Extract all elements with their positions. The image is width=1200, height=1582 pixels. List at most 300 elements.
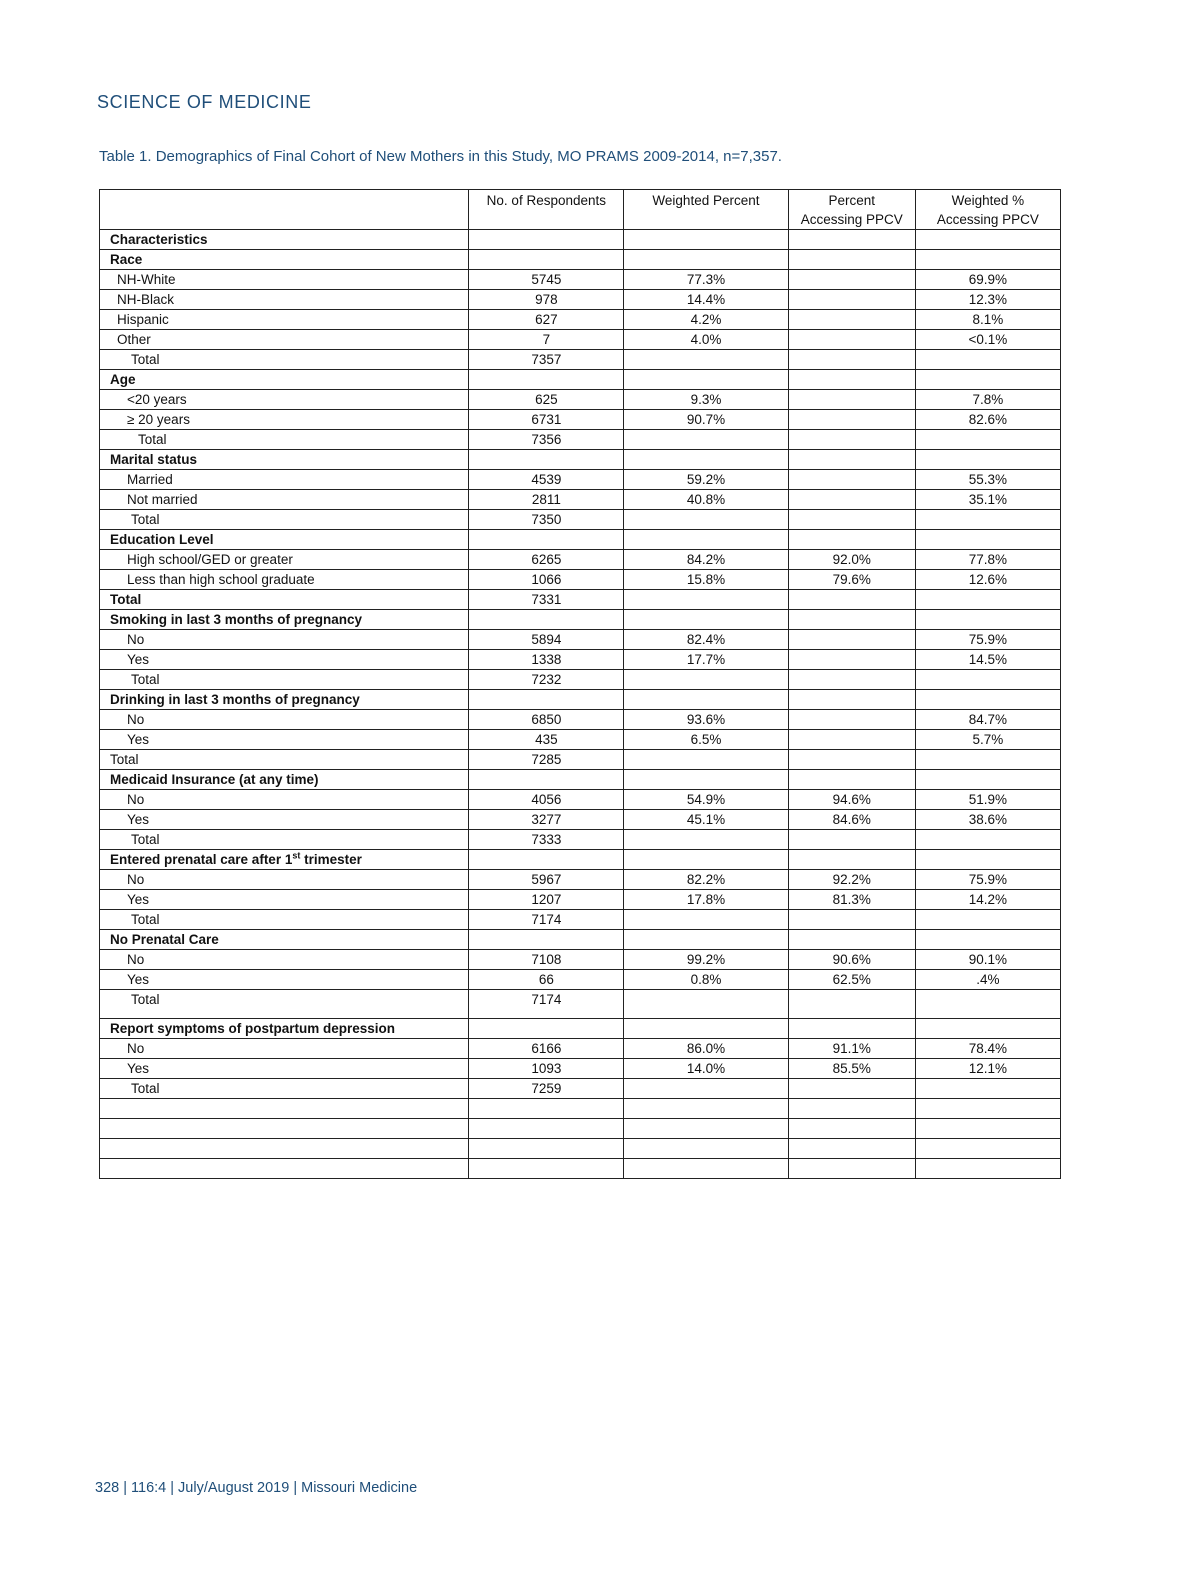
cell-percent-accessing [788, 1119, 915, 1139]
row-label: ≥ 20 years [100, 410, 469, 430]
cell-weighted-percent: 59.2% [624, 470, 788, 490]
table-row [100, 750, 1061, 770]
table-row [100, 250, 1061, 270]
cell-percent-accessing [788, 770, 915, 790]
cell-weighted-percent [624, 370, 788, 390]
cell-weighted-percent [624, 670, 788, 690]
row-label: No Prenatal Care [100, 930, 469, 950]
cell-respondents: 1207 [469, 890, 624, 910]
cell-respondents: 1093 [469, 1059, 624, 1079]
cell-weighted-accessing: 12.1% [915, 1059, 1060, 1079]
cell-weighted-accessing: 90.1% [915, 950, 1060, 970]
column-header-weighted-accessing [915, 190, 1060, 230]
cell-weighted-accessing: 51.9% [915, 790, 1060, 810]
cell-weighted-accessing: 14.5% [915, 650, 1060, 670]
table-row [100, 1159, 1061, 1179]
cell-respondents: 7285 [469, 750, 624, 770]
cell-weighted-percent [624, 510, 788, 530]
cell-weighted-percent: 82.2% [624, 870, 788, 890]
row-label: Total [100, 830, 469, 850]
cell-percent-accessing [788, 370, 915, 390]
cell-weighted-accessing: 12.6% [915, 570, 1060, 590]
row-label [100, 850, 469, 870]
table-row [100, 730, 1061, 750]
cell-weighted-accessing [915, 770, 1060, 790]
cell-weighted-accessing [915, 450, 1060, 470]
cell-percent-accessing [788, 1159, 915, 1179]
row-label-text-suffix: trimester [300, 852, 362, 867]
cell-weighted-percent [624, 990, 788, 1019]
cell-respondents: 625 [469, 390, 624, 410]
cell-percent-accessing: 79.6% [788, 570, 915, 590]
cell-respondents [469, 450, 624, 470]
column-header-percent-accessing-line1: Percent [828, 193, 875, 208]
cell-weighted-percent: 17.8% [624, 890, 788, 910]
cell-percent-accessing: 92.0% [788, 550, 915, 570]
cell-respondents: 66 [469, 970, 624, 990]
cell-percent-accessing [788, 410, 915, 430]
cell-weighted-percent: 99.2% [624, 950, 788, 970]
row-label: No [100, 1039, 469, 1059]
cell-weighted-percent [624, 530, 788, 550]
table-row [100, 1119, 1061, 1139]
cell-weighted-percent: 15.8% [624, 570, 788, 590]
cell-weighted-accessing: .4% [915, 970, 1060, 990]
table-row [100, 770, 1061, 790]
table-row [100, 990, 1061, 1019]
row-label: Total [100, 910, 469, 930]
row-label: Smoking in last 3 months of pregnancy [100, 610, 469, 630]
cell-respondents: 435 [469, 730, 624, 750]
row-label-text: Entered prenatal care after 1 [110, 852, 293, 867]
cell-weighted-percent [624, 850, 788, 870]
cell-respondents: 6850 [469, 710, 624, 730]
cell-weighted-percent [624, 1019, 788, 1039]
cell-respondents [469, 1099, 624, 1119]
cell-percent-accessing [788, 350, 915, 370]
cell-weighted-percent [624, 350, 788, 370]
cell-respondents [469, 250, 624, 270]
row-label: Characteristics [100, 230, 469, 250]
cell-weighted-percent [624, 430, 788, 450]
cell-weighted-percent: 54.9% [624, 790, 788, 810]
row-label [100, 1099, 469, 1119]
row-label: Yes [100, 730, 469, 750]
row-label: Age [100, 370, 469, 390]
cell-weighted-percent [624, 230, 788, 250]
cell-respondents [469, 230, 624, 250]
cell-respondents [469, 930, 624, 950]
cell-percent-accessing [788, 650, 915, 670]
cell-weighted-accessing [915, 830, 1060, 850]
cell-percent-accessing: 94.6% [788, 790, 915, 810]
row-label: Race [100, 250, 469, 270]
cell-weighted-accessing [915, 930, 1060, 950]
cell-weighted-accessing [915, 1139, 1060, 1159]
cell-respondents: 7333 [469, 830, 624, 850]
cell-percent-accessing [788, 710, 915, 730]
cell-weighted-percent [624, 1079, 788, 1099]
table-row [100, 610, 1061, 630]
cell-weighted-percent: 40.8% [624, 490, 788, 510]
row-label: No [100, 950, 469, 970]
cell-weighted-accessing: 84.7% [915, 710, 1060, 730]
cell-percent-accessing [788, 1099, 915, 1119]
table-row [100, 910, 1061, 930]
row-label [100, 1119, 469, 1139]
cell-percent-accessing [788, 230, 915, 250]
cell-weighted-percent [624, 1119, 788, 1139]
cell-respondents: 5967 [469, 870, 624, 890]
cell-weighted-accessing [915, 430, 1060, 450]
table-row [100, 370, 1061, 390]
cell-weighted-percent: 4.2% [624, 310, 788, 330]
row-label: Total [100, 350, 469, 370]
cell-respondents: 4539 [469, 470, 624, 490]
cell-weighted-accessing: 75.9% [915, 630, 1060, 650]
table-row [100, 230, 1061, 250]
table-row [100, 970, 1061, 990]
row-label: Married [100, 470, 469, 490]
cell-respondents: 7232 [469, 670, 624, 690]
cell-percent-accessing [788, 470, 915, 490]
column-header-weighted-accessing-line1: Weighted % [951, 193, 1025, 208]
row-label: Report symptoms of postpartum depression [100, 1019, 469, 1039]
cell-weighted-percent: 93.6% [624, 710, 788, 730]
cell-respondents: 1066 [469, 570, 624, 590]
cell-weighted-accessing: 35.1% [915, 490, 1060, 510]
cell-weighted-percent [624, 770, 788, 790]
table-row [100, 670, 1061, 690]
cell-weighted-percent: 82.4% [624, 630, 788, 650]
cell-respondents [469, 1159, 624, 1179]
cell-respondents: 7350 [469, 510, 624, 530]
row-label: No [100, 870, 469, 890]
cell-weighted-percent: 45.1% [624, 810, 788, 830]
cell-weighted-accessing [915, 1119, 1060, 1139]
column-header-respondents: No. of Respondents [469, 190, 624, 230]
cell-percent-accessing [788, 670, 915, 690]
cell-weighted-percent [624, 1139, 788, 1159]
cell-weighted-percent: 90.7% [624, 410, 788, 430]
section-header: SCIENCE OF MEDICINE [97, 92, 312, 112]
cell-weighted-percent: 0.8% [624, 970, 788, 990]
row-label: Total [100, 1079, 469, 1099]
cell-weighted-accessing: 38.6% [915, 810, 1060, 830]
cell-respondents: 5894 [469, 630, 624, 650]
cell-percent-accessing: 92.2% [788, 870, 915, 890]
row-label [100, 1139, 469, 1159]
row-label: Marital status [100, 450, 469, 470]
row-label: Yes [100, 970, 469, 990]
cell-weighted-accessing: 8.1% [915, 310, 1060, 330]
cell-respondents: 6265 [469, 550, 624, 570]
row-label: Total [100, 510, 469, 530]
table-row [100, 790, 1061, 810]
cell-weighted-accessing: <0.1% [915, 330, 1060, 350]
cell-weighted-percent [624, 250, 788, 270]
cell-percent-accessing [788, 750, 915, 770]
table-row [100, 330, 1061, 350]
cell-weighted-percent [624, 590, 788, 610]
column-header-weighted-accessing-line2: Accessing PPCV [936, 212, 1039, 227]
table-row [100, 870, 1061, 890]
row-label: No [100, 710, 469, 730]
cell-weighted-accessing: 78.4% [915, 1039, 1060, 1059]
table-row [100, 390, 1061, 410]
table-row [100, 890, 1061, 910]
cell-percent-accessing: 84.6% [788, 810, 915, 830]
table-row [100, 630, 1061, 650]
table-row [100, 310, 1061, 330]
row-label: Medicaid Insurance (at any time) [100, 770, 469, 790]
table-row [100, 810, 1061, 830]
cell-weighted-accessing: 12.3% [915, 290, 1060, 310]
column-header-percent-accessing-line2: Accessing PPCV [800, 212, 903, 227]
cell-weighted-accessing [915, 910, 1060, 930]
cell-respondents [469, 850, 624, 870]
demographics-table [99, 189, 1061, 1179]
cell-weighted-percent: 86.0% [624, 1039, 788, 1059]
row-label: Total [100, 750, 469, 770]
page-footer: 328 | 116:4 | July/August 2019 | Missouri Medicine [95, 1480, 418, 1496]
cell-respondents [469, 770, 624, 790]
cell-percent-accessing [788, 1019, 915, 1039]
cell-weighted-accessing: 69.9% [915, 270, 1060, 290]
cell-weighted-accessing [915, 990, 1060, 1019]
cell-respondents: 7357 [469, 350, 624, 370]
cell-weighted-percent [624, 930, 788, 950]
cell-weighted-percent: 84.2% [624, 550, 788, 570]
cell-weighted-accessing [915, 670, 1060, 690]
row-label: Hispanic [100, 310, 469, 330]
cell-percent-accessing [788, 610, 915, 630]
cell-weighted-accessing: 55.3% [915, 470, 1060, 490]
row-label-superscript: st [292, 850, 301, 861]
table-row [100, 850, 1061, 870]
cell-weighted-accessing [915, 690, 1060, 710]
table-row [100, 290, 1061, 310]
cell-respondents [469, 1139, 624, 1159]
cell-respondents: 7174 [469, 910, 624, 930]
table-header-row [100, 190, 1061, 230]
table-row [100, 1059, 1061, 1079]
cell-weighted-percent: 17.7% [624, 650, 788, 670]
cell-percent-accessing [788, 530, 915, 550]
cell-respondents: 7 [469, 330, 624, 350]
table-row [100, 570, 1061, 590]
row-label: Education Level [100, 530, 469, 550]
table-row [100, 830, 1061, 850]
table-row [100, 1099, 1061, 1119]
cell-respondents: 6166 [469, 1039, 624, 1059]
cell-weighted-percent: 14.0% [624, 1059, 788, 1079]
table-row [100, 350, 1061, 370]
cell-weighted-accessing [915, 610, 1060, 630]
cell-percent-accessing [788, 510, 915, 530]
row-label: Total [100, 590, 469, 610]
cell-weighted-accessing [915, 530, 1060, 550]
cell-weighted-percent [624, 830, 788, 850]
cell-respondents: 2811 [469, 490, 624, 510]
cell-weighted-accessing [915, 1019, 1060, 1039]
table-row [100, 1139, 1061, 1159]
cell-respondents [469, 690, 624, 710]
table-body [100, 230, 1061, 1179]
cell-weighted-percent [624, 910, 788, 930]
row-label: Yes [100, 810, 469, 830]
cell-respondents: 7259 [469, 1079, 624, 1099]
cell-weighted-accessing [915, 1159, 1060, 1179]
cell-percent-accessing [788, 850, 915, 870]
cell-percent-accessing [788, 330, 915, 350]
cell-percent-accessing: 62.5% [788, 970, 915, 990]
table-row [100, 430, 1061, 450]
row-label: Yes [100, 650, 469, 670]
row-label: No [100, 630, 469, 650]
table-row [100, 530, 1061, 550]
cell-respondents [469, 610, 624, 630]
cell-weighted-accessing: 14.2% [915, 890, 1060, 910]
cell-percent-accessing [788, 690, 915, 710]
cell-respondents: 6731 [469, 410, 624, 430]
cell-weighted-accessing: 75.9% [915, 870, 1060, 890]
cell-percent-accessing [788, 390, 915, 410]
cell-weighted-percent: 4.0% [624, 330, 788, 350]
cell-percent-accessing: 85.5% [788, 1059, 915, 1079]
cell-weighted-percent [624, 1099, 788, 1119]
cell-respondents: 627 [469, 310, 624, 330]
cell-percent-accessing [788, 910, 915, 930]
table-row [100, 710, 1061, 730]
row-label: Total [100, 670, 469, 690]
cell-weighted-accessing [915, 1099, 1060, 1119]
table-row [100, 950, 1061, 970]
cell-weighted-accessing [915, 590, 1060, 610]
row-label: NH-Black [100, 290, 469, 310]
cell-percent-accessing [788, 490, 915, 510]
row-label: Total [100, 990, 469, 1019]
cell-weighted-percent: 9.3% [624, 390, 788, 410]
cell-weighted-accessing [915, 750, 1060, 770]
cell-respondents: 978 [469, 290, 624, 310]
cell-weighted-accessing: 5.7% [915, 730, 1060, 750]
row-label: No [100, 790, 469, 810]
row-label: High school/GED or greater [100, 550, 469, 570]
column-header-label [100, 190, 469, 230]
cell-percent-accessing: 81.3% [788, 890, 915, 910]
cell-percent-accessing [788, 270, 915, 290]
cell-percent-accessing [788, 1139, 915, 1159]
cell-percent-accessing [788, 930, 915, 950]
table-row [100, 450, 1061, 470]
cell-weighted-percent: 77.3% [624, 270, 788, 290]
column-header-weighted-percent: Weighted Percent [624, 190, 788, 230]
row-label: Total [100, 430, 469, 450]
cell-respondents: 4056 [469, 790, 624, 810]
cell-weighted-accessing [915, 350, 1060, 370]
table-row [100, 650, 1061, 670]
cell-percent-accessing [788, 590, 915, 610]
cell-respondents: 7174 [469, 990, 624, 1019]
cell-weighted-percent [624, 690, 788, 710]
table-row [100, 1039, 1061, 1059]
cell-percent-accessing [788, 450, 915, 470]
cell-percent-accessing: 90.6% [788, 950, 915, 970]
table-row [100, 550, 1061, 570]
table-row [100, 410, 1061, 430]
row-label: Yes [100, 890, 469, 910]
table-row [100, 1019, 1061, 1039]
table-row [100, 470, 1061, 490]
cell-percent-accessing: 91.1% [788, 1039, 915, 1059]
cell-weighted-percent: 6.5% [624, 730, 788, 750]
cell-percent-accessing [788, 830, 915, 850]
table-row [100, 690, 1061, 710]
cell-percent-accessing [788, 250, 915, 270]
row-label: Other [100, 330, 469, 350]
cell-weighted-accessing [915, 370, 1060, 390]
cell-respondents [469, 1019, 624, 1039]
cell-weighted-accessing: 77.8% [915, 550, 1060, 570]
table-row [100, 1079, 1061, 1099]
cell-respondents [469, 370, 624, 390]
cell-weighted-percent [624, 610, 788, 630]
cell-respondents: 3277 [469, 810, 624, 830]
row-label: Drinking in last 3 months of pregnancy [100, 690, 469, 710]
column-header-percent-accessing [788, 190, 915, 230]
row-label: Less than high school graduate [100, 570, 469, 590]
table-row [100, 490, 1061, 510]
table-row [100, 270, 1061, 290]
cell-respondents [469, 530, 624, 550]
cell-respondents: 5745 [469, 270, 624, 290]
cell-percent-accessing [788, 990, 915, 1019]
cell-weighted-accessing [915, 1079, 1060, 1099]
row-label: <20 years [100, 390, 469, 410]
cell-weighted-percent [624, 1159, 788, 1179]
cell-weighted-accessing [915, 250, 1060, 270]
cell-percent-accessing [788, 290, 915, 310]
row-label: NH-White [100, 270, 469, 290]
table-row [100, 930, 1061, 950]
cell-percent-accessing [788, 730, 915, 750]
table-row [100, 510, 1061, 530]
cell-weighted-percent [624, 450, 788, 470]
row-label: Not married [100, 490, 469, 510]
row-label [100, 1159, 469, 1179]
cell-weighted-accessing: 82.6% [915, 410, 1060, 430]
cell-respondents: 7331 [469, 590, 624, 610]
cell-percent-accessing [788, 630, 915, 650]
cell-respondents: 1338 [469, 650, 624, 670]
cell-percent-accessing [788, 310, 915, 330]
cell-respondents: 7356 [469, 430, 624, 450]
cell-respondents [469, 1119, 624, 1139]
cell-respondents: 7108 [469, 950, 624, 970]
cell-weighted-accessing [915, 510, 1060, 530]
table-row [100, 590, 1061, 610]
cell-percent-accessing [788, 430, 915, 450]
cell-weighted-accessing: 7.8% [915, 390, 1060, 410]
table-caption: Table 1. Demographics of Final Cohort of New Mothers in this Study, MO PRAMS 2009-2014, n=7,357. [99, 148, 782, 165]
cell-weighted-accessing [915, 850, 1060, 870]
row-label: Yes [100, 1059, 469, 1079]
cell-weighted-percent [624, 750, 788, 770]
cell-weighted-percent: 14.4% [624, 290, 788, 310]
cell-weighted-accessing [915, 230, 1060, 250]
cell-percent-accessing [788, 1079, 915, 1099]
